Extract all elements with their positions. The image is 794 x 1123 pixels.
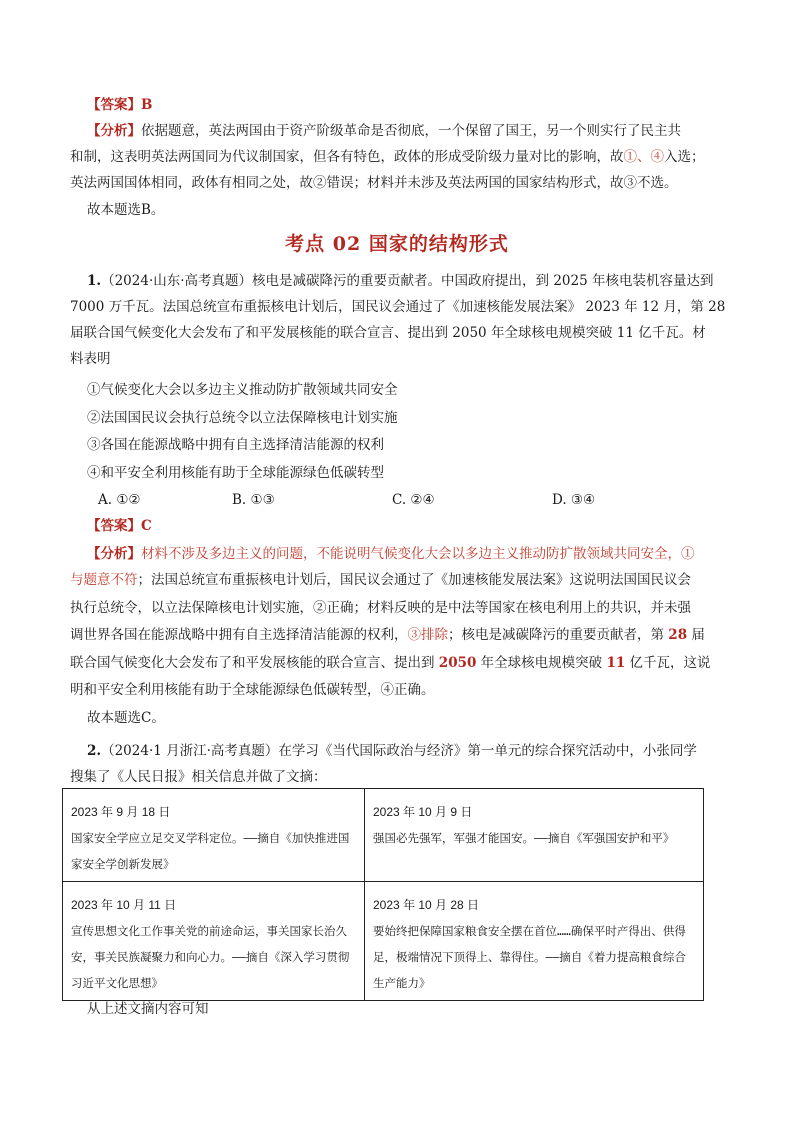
q1-analysis-line-2	[70, 567, 734, 593]
q0-analysis-text-2b: ①、④	[623, 149, 664, 165]
q2-source: （2024·1 月浙江·高考真题）	[101, 743, 279, 759]
excerpt-date: 2023 年 10 月 9 日	[373, 805, 473, 819]
q1-analysis-label: 【分析】	[87, 546, 141, 562]
q1-stem-line-3: 届联合国气候变化大会发布了和平发展核能的联合宣言、提出到 2050 年全球核电规模突破 11 亿千瓦。材	[70, 325, 706, 341]
q1-option-d: D. ③④	[552, 492, 596, 508]
excerpt-text: 要始终把保障国家粮食安全摆在首位……确保平时产得出、供得足，极端情况下顶得上、靠得住。——摘自《着力提高粮食综合生产能力》	[373, 924, 686, 990]
excerpt-cell	[365, 789, 704, 882]
table-row	[63, 789, 704, 882]
q2-stem-line-1	[87, 738, 751, 764]
q0-answer-line	[87, 92, 751, 118]
q1-analysis-line-1	[87, 541, 751, 567]
excerpt-cell	[63, 882, 365, 1001]
q1-option-a: A. ①②	[98, 492, 141, 508]
section-title: 考点 02 国家的结构形式	[285, 233, 509, 255]
excerpt-date: 2023 年 10 月 28 日	[373, 898, 480, 912]
table-row	[63, 882, 704, 1001]
q1-option-c: C. ②④	[392, 492, 435, 508]
q1-analysis-line-3: 执行总统令，以立法保障核电计划实施，②正确；材料反映的是中法等国家在核电利用上的共识，并未强	[70, 600, 691, 616]
q0-analysis-text-1: 依据题意，英法两国由于资产阶级革命是否彻底，一个保留了国王，另一个则实行了民主共	[141, 123, 681, 139]
excerpt-date: 2023 年 10 月 11 日	[71, 898, 177, 912]
q1-stem-text-1: 核电是减碳降污的重要贡献者。中国政府提出，到 2025 年核电装机容量达到	[252, 273, 714, 289]
excerpt-cell	[365, 882, 704, 1001]
q1-item-4: ④和平安全利用核能有助于全球能源绿色低碳转型	[87, 465, 384, 481]
q1-analysis-text-4a: 调世界各国在能源战略中拥有自主选择清洁能源的权利，	[70, 627, 408, 643]
q0-conclusion: 故本题选B。	[87, 202, 165, 218]
q1-analysis-line-6: 明和平安全利用核能有助于全球能源绿色低碳转型，④正确。	[70, 682, 435, 698]
q1-analysis-text-1: 材料不涉及多边主义的问题，不能说明气候变化大会以多边主义推动防扩散领域共同安全，	[141, 546, 681, 562]
q1-option-b: B. ①③	[232, 492, 275, 508]
q2-stem-text-1: 在学习《当代国际政治与经济》第一单元的综合探究活动中，小张同学	[278, 743, 697, 759]
q0-analysis-label: 【分析】	[87, 123, 141, 139]
q1-analysis-text-5e: 亿千瓦，这说	[625, 655, 711, 671]
q1-analysis-text-5d: 11	[606, 655, 626, 671]
q0-analysis-text-2a: 和制，这表明英法两国同为代议制国家，但各有特色，政体的形成受阶级力量对比的影响，故	[70, 149, 624, 165]
q1-answer-value: C	[141, 518, 152, 534]
excerpt-text: 强国必先强军，军强才能国安。——摘自《军强国安护和平》	[373, 831, 675, 845]
q0-analysis-line-2	[70, 144, 734, 170]
q1-item-3: ③各国在能源战略中拥有自主选择清洁能源的权利	[87, 437, 384, 453]
q2-after-table: 从上述文摘内容可知	[87, 1001, 209, 1017]
q1-stem-line-4: 料表明	[70, 351, 111, 367]
q2-stem-line-2: 搜集了《人民日报》相关信息并做了文摘：	[70, 769, 327, 785]
q0-analysis-line-3: 英法两国国体相同，政体有相同之处，故②错误；材料并未涉及英法两国的国家结构形式，故③不选。	[70, 175, 678, 191]
q1-analysis-text-2b: ；法国总统宣布重振核电计划后，国民议会通过了《加速核能发展法案》这说明法国国民议会	[137, 572, 691, 588]
q2-number: 2.	[87, 743, 102, 759]
q1-analysis-text-5c: 年全球核电规模突破	[476, 655, 607, 671]
q1-analysis-text-4c: ；核电是减碳降污的重要贡献者，第	[448, 627, 669, 643]
q1-analysis-text-1b: ①	[681, 546, 695, 562]
q1-number: 1.	[87, 273, 102, 289]
q1-stem-line-1	[87, 268, 751, 294]
q1-item-2: ②法国国民议会执行总统令以立法保障核电计划实施	[87, 410, 398, 426]
q1-answer-line	[87, 513, 751, 539]
q1-stem-line-2: 7000 万千瓦。法国总统宣布重振核电计划后，国民议会通过了《加速核能发展法案》 2023 年 12 月，第 28	[70, 299, 726, 315]
q1-analysis-line-5	[70, 650, 734, 676]
q1-item-1: ①气候变化大会以多边主义推动防扩散领域共同安全	[87, 382, 398, 398]
q1-source: （2024·山东·高考真题）	[101, 273, 253, 289]
q0-answer-value: B	[141, 97, 153, 113]
q1-analysis-text-4d: 28	[668, 627, 688, 643]
q1-conclusion: 故本题选C。	[87, 710, 165, 726]
q1-analysis-text-5a: 联合国气候变化大会发布了和平发展核能的联合宣言、提出到	[70, 655, 439, 671]
q0-analysis-line-1	[87, 118, 751, 144]
q1-analysis-line-4	[70, 622, 734, 648]
excerpt-text: 宣传思想文化工作事关党的前途命运，事关国家长治久安，事关民族凝聚力和向心力。——摘自《深入学习贯彻习近平文化思想》	[71, 924, 350, 990]
excerpt-date: 2023 年 9 月 18 日	[71, 805, 171, 819]
q1-answer-label: 【答案】	[87, 518, 141, 534]
excerpt-cell	[63, 789, 365, 882]
q0-analysis-text-2c: 入选；	[664, 149, 705, 165]
excerpt-table	[62, 788, 704, 1001]
q0-answer-label: 【答案】	[87, 97, 141, 113]
q1-analysis-text-4b: ③排除	[407, 627, 448, 643]
excerpt-text: 国家安全学应立足交叉学科定位。——摘自《加快推进国家安全学创新发展》	[71, 831, 350, 871]
q1-analysis-text-2a: 与题意不符	[70, 572, 138, 588]
q1-analysis-text-4e: 届	[687, 627, 705, 643]
q1-analysis-text-5b: 2050	[438, 655, 477, 671]
